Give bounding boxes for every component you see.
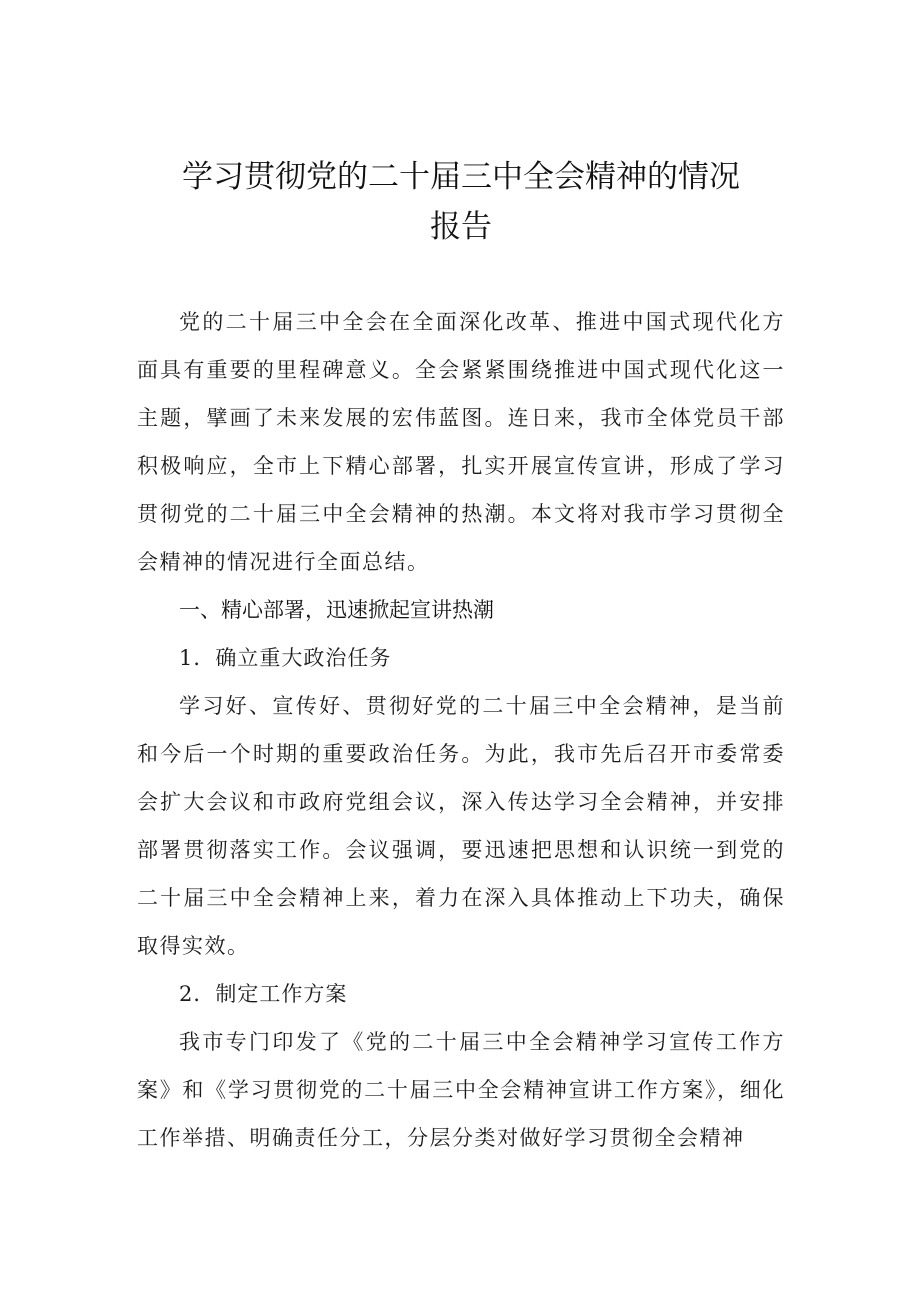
document-page [137, 152, 785, 1162]
document-body [137, 298, 785, 1162]
title-line-1: 学习贯彻党的二十届三中全会精神的情况 [182, 159, 740, 195]
document-title [137, 152, 785, 252]
item-1-heading: 1．确立重大政治任务 [179, 646, 392, 670]
intro-paragraph: 党的二十届三中全会在全面深化改革、推进中国式现代化方面具有重要的里程碑意义。全会紧紧围绕推进中国式现代化这一主题，擘画了未来发展的宏伟蓝图。连日来，我市全体党员干部积极响应，全市上下精心部署，扎实开展宣传宣讲，形成了学习贯彻党的二十届三中全会精神的热潮。本文将对我市学习贯彻全会精神的情况进行全面总结。 [137, 310, 785, 574]
section-1-heading: 一、精心部署，迅速掀起宣讲热潮 [179, 598, 494, 622]
title-line-2: 报告 [430, 209, 492, 245]
item-2-paragraph: 我市专门印发了《党的二十届三中全会精神学习宣传工作方案》和《学习贯彻党的二十届三中全会精神宣讲工作方案》，细化工作举措、明确责任分工，分层分类对做好学习贯彻全会精神 [137, 1030, 785, 1150]
item-1-paragraph: 学习好、宣传好、贯彻好党的二十届三中全会精神，是当前和今后一个时期的重要政治任务。为此，我市先后召开市委常委会扩大会议和市政府党组会议，深入传达学习全会精神，并安排部署贯彻落实工作。会议强调，要迅速把思想和认识统一到党的二十届三中全会精神上来，着力在深入具体推动上下功夫，确保取得实效。 [137, 694, 785, 958]
item-2-heading: 2．制定工作方案 [179, 982, 348, 1006]
